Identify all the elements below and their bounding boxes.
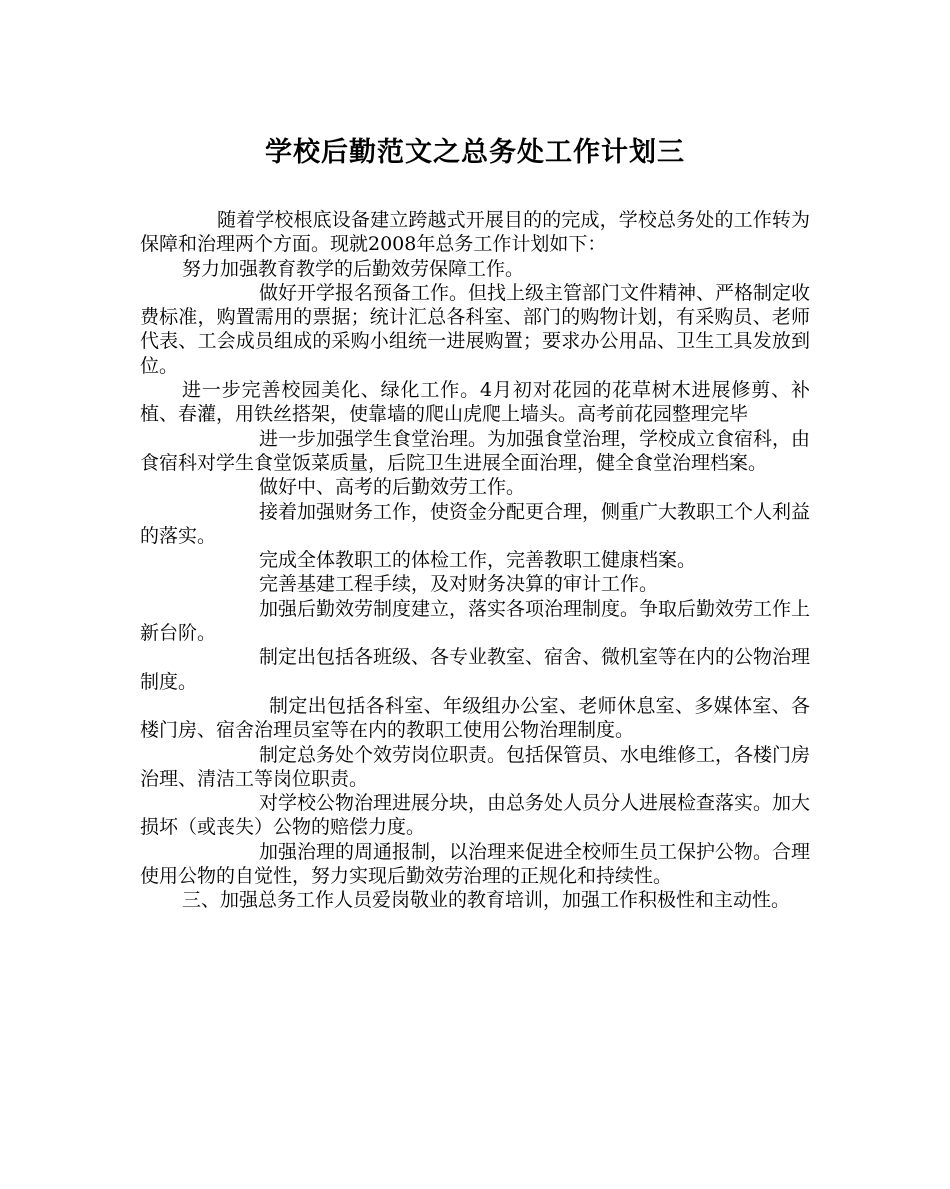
document-title: 学校后勤范文之总务处工作计划三: [265, 137, 685, 168]
paragraph-heading-logistics: 努力加强教育教学的后勤效劳保障工作。: [182, 257, 525, 280]
paragraph-staff-training: 三、加强总务工作人员爱岗敬业的教育培训，加强工作积极性和主动性。: [182, 889, 791, 912]
paragraph-class-property: 制定出包括各班级、各专业教室、宿舍、微机室等在内的公物治理制度。: [140, 646, 811, 693]
paragraph-construction: 完善基建工程手续，及对财务决算的审计工作。: [259, 573, 659, 596]
paragraph-greening: 进一步完善校园美化、绿化工作。4月初对花园的花草树木进展修剪、补植、春灌，用铁丝搭架，使靠墙的爬山虎爬上墙头。高考前花园整理完毕: [140, 379, 810, 426]
paragraph-finance: 接着加强财务工作，使资金分配更合理，侧重广大教职工个人利益的落实。: [140, 500, 811, 547]
paragraph-enrollment: 做好开学报名预备工作。但找上级主管部门文件精神、严格制定收费标准，购置需用的票据；统计汇总各科室、部门的购物计划，有采购员、老师代表、工会成员组成的采购小组统一进展购置；要求办公用品、卫生工具发放到位。: [140, 281, 811, 377]
paragraph-intro: 随着学校根底设备建立跨越式开展目的的完成，学校总务处的工作转为保障和治理两个方面。现就2008年总务工作计划如下：: [140, 209, 810, 256]
paragraph-job-duties: 制定总务处个效劳岗位职责。包括保管员、水电维修工，各楼门房治理、清洁工等岗位职责。: [140, 743, 811, 790]
paragraph-staff-property: 制定出包括各科室、年级组办公室、老师休息室、多媒体室、各楼门房、宿舍治理员室等在内的教职工使用公物治理制度。: [140, 694, 810, 742]
document-body: [140, 208, 810, 913]
paragraph-property-blocks: 对学校公物治理进展分块，由总务处人员分人进展检查落实。加大损坏（或丧失）公物的赔偿力度。: [140, 792, 811, 839]
paragraph-health-check: 完成全体教职工的体检工作，完善教职工健康档案。: [259, 549, 697, 572]
paragraph-exam-service: 做好中、高考的后勤效劳工作。: [259, 476, 526, 499]
paragraph-service-system: 加强后勤效劳制度建立，落实各项治理制度。争取后勤效劳工作上新台阶。: [140, 597, 811, 645]
paragraph-canteen: 进一步加强学生食堂治理。为加强食堂治理，学校成立食宿科，由食宿科对学生食堂饭菜质量，后院卫生进展全面治理，健全食堂治理档案。: [140, 427, 811, 474]
paragraph-weekly-report: 加强治理的周通报制，以治理来促进全校师生员工保护公物。合理使用公物的自觉性，努力实现后勤效劳治理的正规化和持续性。: [140, 840, 811, 888]
